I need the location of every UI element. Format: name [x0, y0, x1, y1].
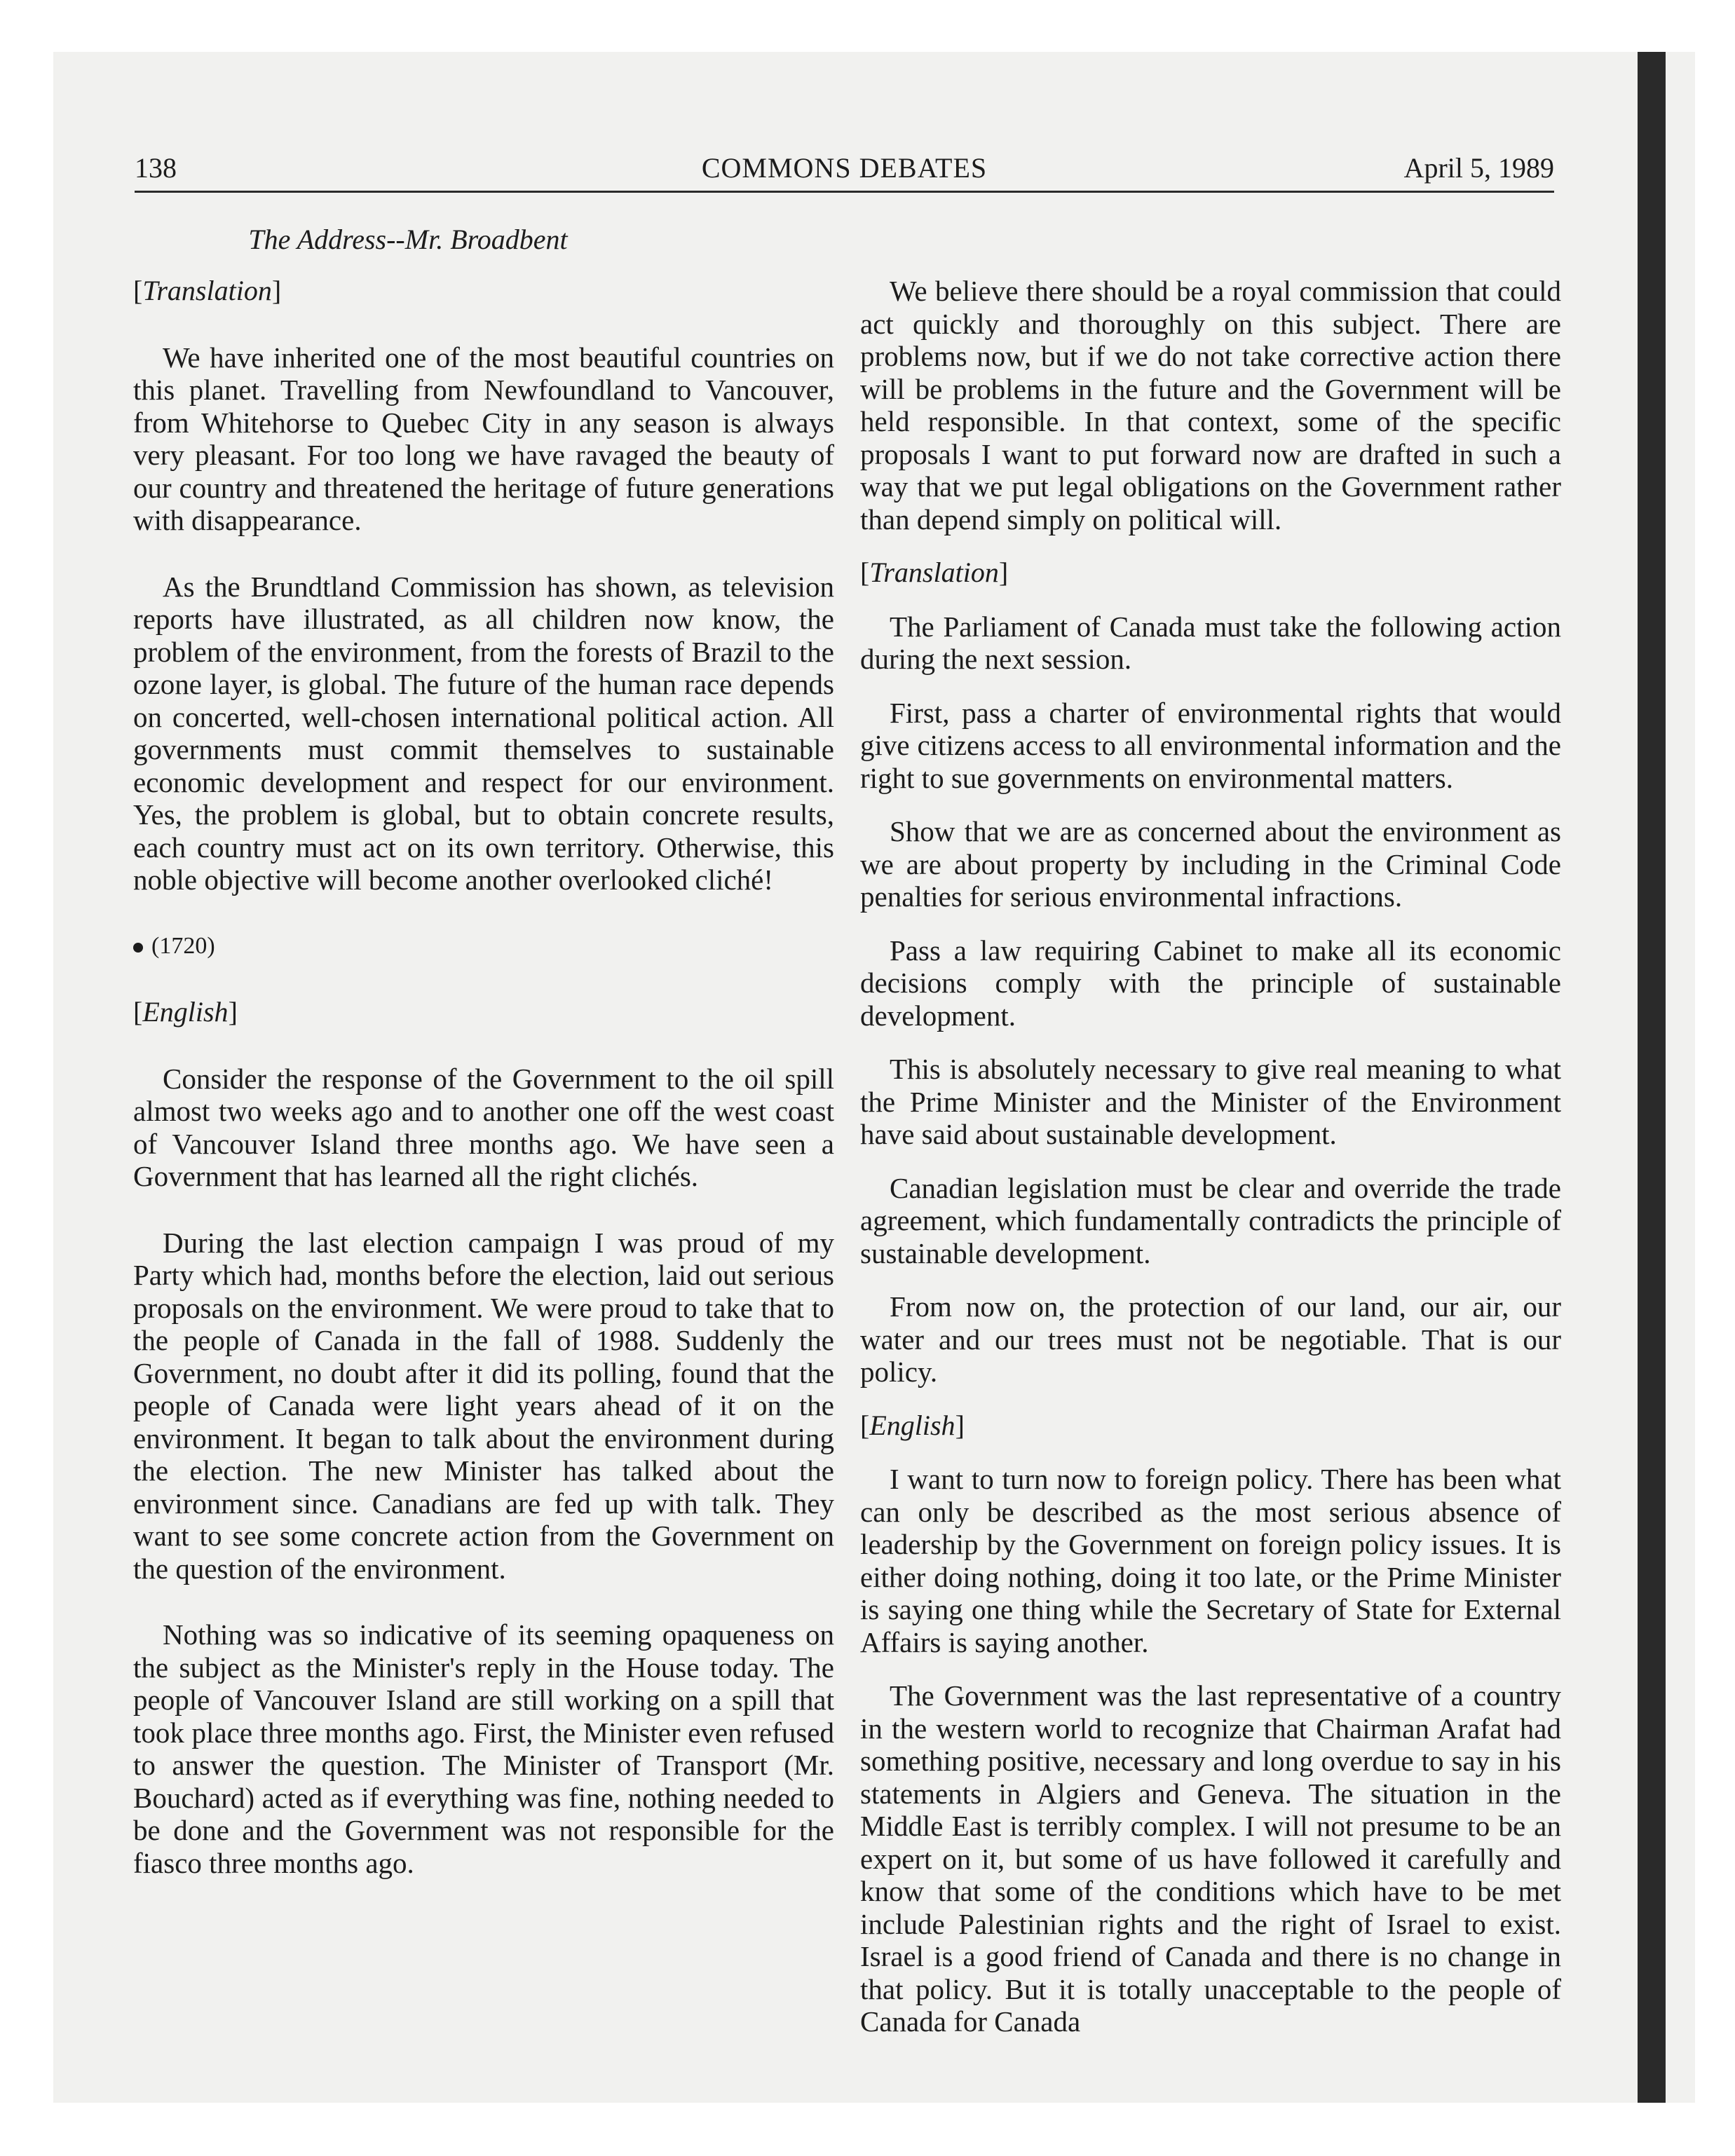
- paragraph: This is absolutely necessary to give real meaning to what the Prime Minister and the Minister of the Environment have said about sustainable development.: [860, 1053, 1561, 1150]
- english-tag: [English]: [133, 996, 238, 1028]
- time-marker: [133, 930, 834, 963]
- page-number: 138: [135, 152, 177, 184]
- paragraph: As the Brundtland Commission has shown, as television reports have illustrated, as all children now know, the problem of the environment, from the forests of Brazil to the ozone layer, is global. The future of the human race depends on concerted, well-chosen international political action. All governments must commit themselves to sustainable economic development and respect for our environment. Yes, the problem is global, but to obtain concrete results, each country must act on its own territory. Otherwise, this noble objective will become another overlooked cliché!: [133, 570, 834, 896]
- paragraph: Pass a law requiring Cabinet to make all its economic decisions comply with the principle of sustainable development.: [860, 934, 1561, 1032]
- header-rule: [135, 191, 1554, 193]
- translation-tag: [Translation]: [133, 275, 282, 306]
- paragraph: The Parliament of Canada must take the following action during the next session.: [860, 610, 1561, 675]
- paragraph: Nothing was so indicative of its seeming opaqueness on the subject as the Minister's reply in the House today. The people of Vancouver Island are still working on a spill that took place three months ago. First, the Minister even refused to answer the question. The Minister of Transport (Mr. Bouchard) acted as if everything was fine, nothing needed to be done and the Government was not responsible for the fiasco three months ago.: [133, 1618, 834, 1879]
- paragraph: We believe there should be a royal commission that could act quickly and thoroughly on this subject. There are problems now, but if we do not take corrective action there will be problems in the future and the Government will be held responsible. In that context, some of the specific proposals I want to put forward now are drafted in such a way that we put legal obligations on the Government rather than depend simply on political will.: [860, 275, 1561, 535]
- translation-tag-label: Translation: [869, 557, 999, 588]
- paragraph: From now on, the protection of our land, our air, our water and our trees must not be negotiable. That is our policy.: [860, 1290, 1561, 1388]
- english-tag: [English]: [860, 1409, 965, 1441]
- paragraph: The Government was the last representative of a country in the western world to recognize that Chairman Arafat had something positive, necessary and long overdue to say in his statements in Algiers and Geneva. The situation in the Middle East is terribly complex. I will not presume to be an expert on it, but some of us have followed it carefully and know that some of the conditions which have to be met include Palestinian rights and the right of Israel to exist. Israel is a good friend of Canada and there is no change in that policy. But it is totally unacceptable to the people of Canada for Canada: [860, 1679, 1561, 2038]
- time-marker-text: (1720): [151, 932, 215, 959]
- paragraph: Show that we are as concerned about the environment as we are about property by including in the Criminal Code penalties for serious environmental infractions.: [860, 815, 1561, 913]
- english-tag-label: English: [142, 996, 229, 1028]
- issue-date: April 5, 1989: [1403, 152, 1554, 184]
- paragraph: During the last election campaign I was proud of my Party which had, months before the election, laid out serious proposals on the environment. We were proud to take that to the people of Canada in the fall of 1988. Suddenly the Government, no doubt after it did its polling, found that the people of Canada were light years ahead of it on the environment. It began to talk about the environment during the election. The new Minister has talked about the environment since. Canadians are fed up with talk. They want to see some concrete action from the Government on the question of the environment.: [133, 1226, 834, 1585]
- translation-tag-label: Translation: [142, 275, 272, 306]
- journal-title: COMMONS DEBATES: [701, 152, 988, 184]
- paragraph: First, pass a charter of environmental rights that would give citizens access to all environmental information and the right to sue governments on environmental matters.: [860, 696, 1561, 794]
- right-column: [860, 275, 1561, 2059]
- left-column: [133, 275, 834, 1913]
- paragraph: Canadian legislation must be clear and override the trade agreement, which fundamentally contradicts the principle of sustainable development.: [860, 1171, 1561, 1269]
- english-tag-label: English: [869, 1409, 955, 1441]
- scan-edge-shadow: [1638, 52, 1666, 2103]
- paragraph: Consider the response of the Government to the oil spill almost two weeks ago and to another one off the west coast of Vancouver Island three months ago. We have seen a Government that has learned all the right clichés.: [133, 1062, 834, 1192]
- translation-tag: [Translation]: [860, 557, 1009, 588]
- page-header: [135, 147, 1554, 189]
- paragraph: We have inherited one of the most beautiful countries on this planet. Travelling from Newfoundland to Vancouver, from Whitehorse to Quebec City in any season is always very pleasant. For too long we have ravaged the beauty of our country and threatened the heritage of future generations with disappearance.: [133, 341, 834, 536]
- bullet-icon: [133, 943, 143, 953]
- running-head: The Address--Mr. Broadbent: [248, 224, 568, 255]
- paragraph: I want to turn now to foreign policy. There has been what can only be described as the most serious absence of leadership by the Government on foreign policy issues. It is either doing nothing, doing it too late, or the Prime Minister is saying one thing while the Secretary of State for External Affairs is saying another.: [860, 1463, 1561, 1658]
